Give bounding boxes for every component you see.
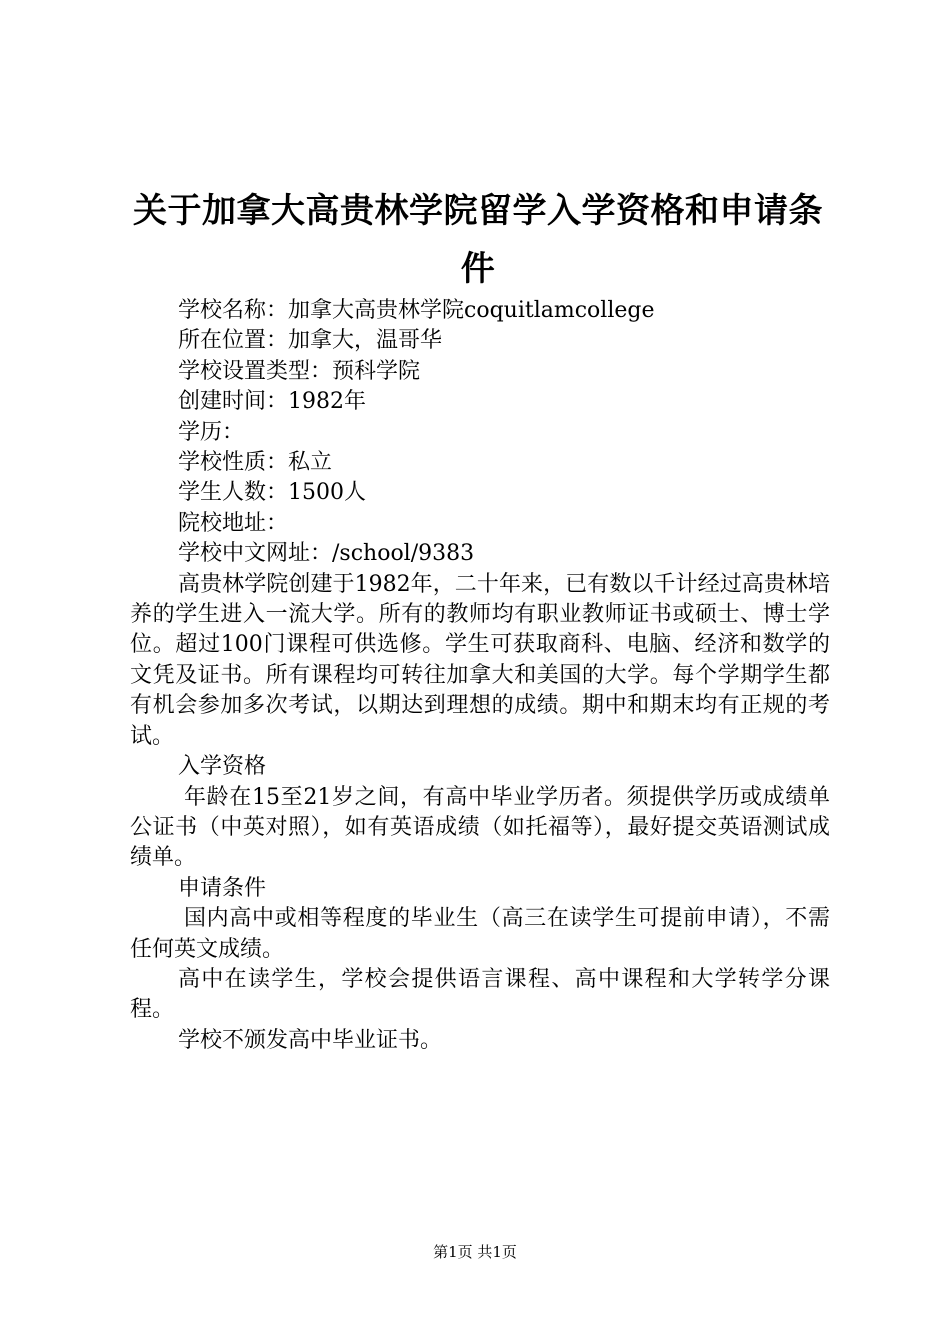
info-degree: 学历： <box>178 419 245 445</box>
document-title: 关于加拿大高贵林学院留学入学资格和申请条件 <box>133 191 823 289</box>
info-founded: 创建时间：1982年 <box>178 389 366 415</box>
info-location: 所在位置：加拿大，温哥华 <box>178 328 443 354</box>
application-paragraph-3: 学校不颁发高中毕业证书。 <box>178 1027 443 1053</box>
info-nature: 学校性质：私立 <box>178 450 333 476</box>
admission-heading: 入学资格 <box>178 754 267 780</box>
page-footer: 第1页 共1页 <box>433 1243 517 1261</box>
intro-paragraph: 高贵林学院创建于1982年，二十年来，已有数以千计经过高贵林培养的学生进入一流大学。所有的教师均有职业教师证书或硕士、博士学位。超过100门课程可供选修。学生可获取商科、电脑、经济和数学的文凭及证书。所有课程均可转往加拿大和美国的大学。每个学期学生都有机会参加多次考试，以期达到理想的成绩。期中和期末均有正规的考试。 <box>130 571 830 749</box>
application-paragraph-2: 高中在读学生，学校会提供语言课程、高中课程和大学转学分课程。 <box>130 966 830 1023</box>
info-school-name: 学校名称：加拿大高贵林学院coquitlamcollege <box>178 298 655 323</box>
info-address: 院校地址： <box>178 510 289 536</box>
info-website: 学校中文网址：/school/9383 <box>178 541 475 567</box>
info-student-count: 学生人数：1500人 <box>178 480 366 506</box>
application-paragraph-1: 国内高中或相等程度的毕业生（高三在读学生可提前申请），不需任何英文成绩。 <box>130 906 830 962</box>
admission-paragraph: 年龄在15至21岁之间，有高中毕业学历者。须提供学历或成绩单公证书（中英对照），如有英语成绩（如托福等），最好提交英语测试成绩单。 <box>130 784 830 871</box>
application-heading: 申请条件 <box>178 875 267 901</box>
document-body <box>130 296 830 1056</box>
info-school-type: 学校设置类型：预科学院 <box>178 358 421 384</box>
